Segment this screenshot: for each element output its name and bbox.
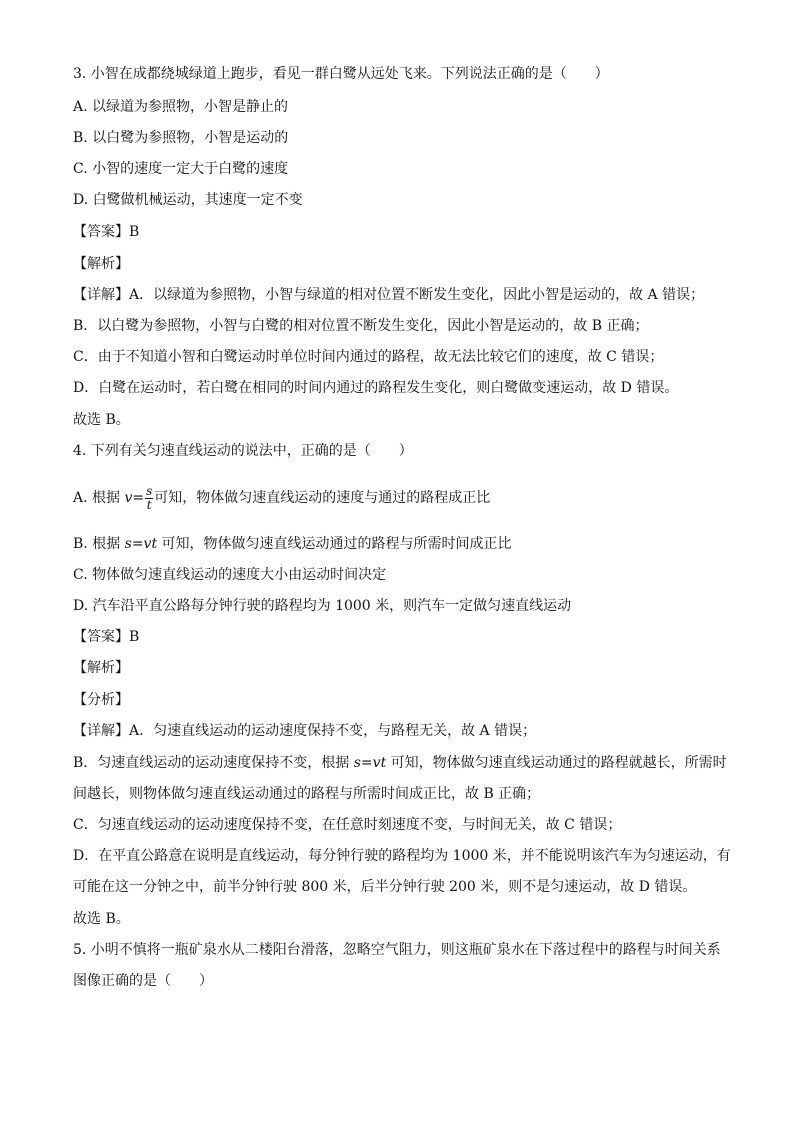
q4-option-b-prefix: B. 根据 <box>73 536 125 552</box>
q4-detail-d-line1: D．在平直公路意在说明是直线运动，每分钟行驶的路程均为 1000 米，并不能说明该汽车为匀速运动，有 <box>73 848 731 864</box>
q3-detail-c: C．由于不知道小智和白鹭运动时单位时间内通过的路程，故无法比较它们的速度，故 C 错误； <box>73 349 664 365</box>
q4-option-a-suffix: 可知，物体做匀速直线运动的速度与通过的路程成正比 <box>154 490 491 506</box>
q5-stem-line2: 图像正确的是（ ） <box>73 973 213 989</box>
q4-fenxi: 【分析】 <box>73 692 129 708</box>
q3-option-d: D. 白鹭做机械运动，其速度一定不变 <box>73 192 303 208</box>
fraction-numerator: s <box>146 483 153 498</box>
q4-detail-b-line2: 间越长，则物体做匀速直线运动通过的路程与所需时间成正比，故 B 正确； <box>73 786 541 802</box>
q4-analysis-title: 【解析】 <box>73 660 129 676</box>
q4-detail-d-line2: 可能在这一分钟之中，前半分钟行驶 800 米，后半分钟行驶 200 米，则不是匀速运动，故 D 错误。 <box>73 879 697 895</box>
q3-option-c: C. 小智的速度一定大于白鹭的速度 <box>73 161 289 177</box>
fraction-denominator: t <box>146 497 152 512</box>
q3-option-a: A. 以绿道为参照物，小智是静止的 <box>73 99 289 115</box>
q4-stem: 4. 下列有关匀速直线运动的说法中，正确的是（ ） <box>73 443 413 459</box>
q3-detail-d: D．白鹭在运动时，若白鹭在相同的时间内通过的路程发生变化，则白鹭做变速运动，故 D 错误。 <box>73 380 679 396</box>
q4-option-d: D. 汽车沿平直公路每分钟行驶的路程均为 1000 米，则汽车一定做匀速直线运动 <box>73 598 572 614</box>
q4-detail-c: C．匀速直线运动的运动速度保持不变，在任意时刻速度不变，与时间无关，故 C 错误； <box>73 817 622 833</box>
q3-answer: 【答案】B <box>73 224 140 240</box>
q4-option-b <box>73 534 754 554</box>
q3-detail-b: B．以白鹭为参照物，小智与白鹭的相对位置不断发生变化，因此小智是运动的，故 B 正确； <box>73 318 649 334</box>
q4-option-b-formula: s=vt <box>124 536 158 552</box>
q4-answer: 【答案】B <box>73 629 140 645</box>
q3-analysis-title: 【解析】 <box>73 256 129 272</box>
q5-stem-line1: 5. 小明不慎将一瓶矿泉水从二楼阳台滑落，忽略空气阻力，则这瓶矿泉水在下落过程中的路程与时间关系 <box>73 942 721 958</box>
q3-detail-a: 【详解】A．以绿道为参照物，小智与绿道的相对位置不断发生变化，因此小智是运动的，故 A 错误； <box>73 287 705 303</box>
q4-conclusion: 故选 B。 <box>73 911 130 927</box>
q4-option-b-suffix: 可知，物体做匀速直线运动通过的路程与所需时间成正比 <box>157 536 512 552</box>
q4-detail-a: 【详解】A．匀速直线运动的运动速度保持不变，与路程无关，故 A 错误； <box>73 723 537 739</box>
q3-conclusion: 故选 B。 <box>73 412 130 428</box>
q4-detail-b-suffix: 可知，物体做匀速直线运动通过的路程就越长，所需时 <box>386 755 727 771</box>
fraction <box>145 485 153 512</box>
q3-option-b: B. 以白鹭为参照物，小智是运动的 <box>73 130 289 146</box>
q4-option-a-formula-lhs: v= <box>124 490 145 506</box>
q4-option-a <box>73 481 754 515</box>
q4-detail-b-line1 <box>73 753 754 773</box>
q4-detail-b-formula: s=vt <box>353 755 387 771</box>
q4-option-c: C. 物体做匀速直线运动的速度大小由运动时间决定 <box>73 567 387 583</box>
q3-stem: 3. 小智在成都绕城绿道上跑步，看见一群白鹭从远处飞来。下列说法正确的是（ ） <box>73 66 609 82</box>
q4-detail-b-prefix: B．匀速直线运动的运动速度保持不变，根据 <box>73 755 354 771</box>
q4-option-a-prefix: A. 根据 <box>73 490 121 506</box>
